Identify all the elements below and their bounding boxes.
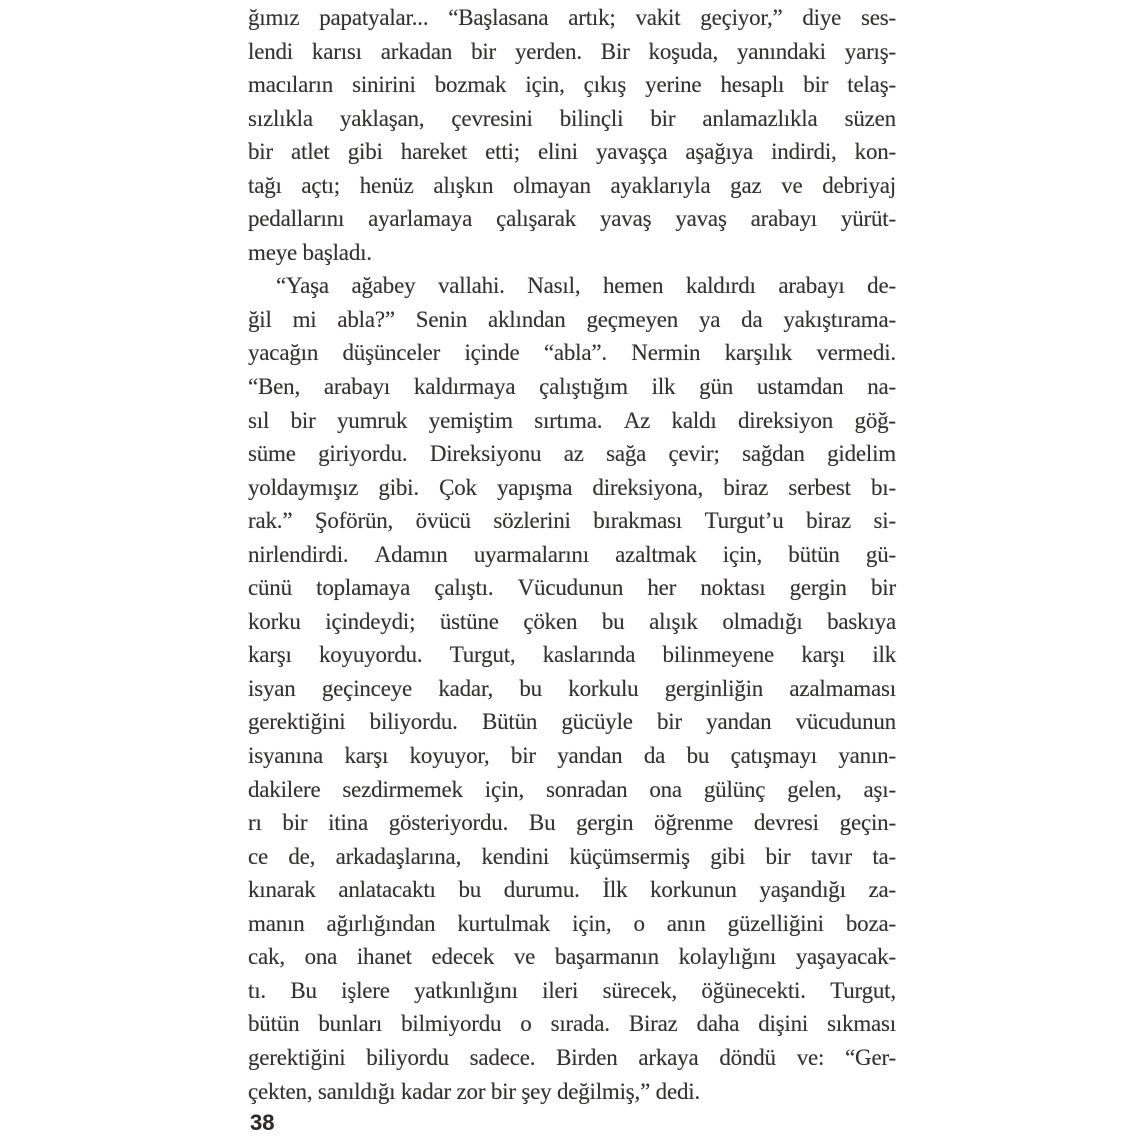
text-line: cünü toplamaya çalıştı. Vücudunun her noktası gergin bir	[248, 575, 896, 601]
text-line: bir atlet gibi hareket etti; elini yavaşça aşağıya indirdi, kon-	[248, 139, 896, 165]
text-line: çekten, sanıldığı kadar zor bir şey değilmiş,” dedi.	[248, 1078, 701, 1104]
text-line: rı bir itina gösteriyordu. Bu gergin öğrenme devresi geçin-	[248, 810, 896, 836]
text-line: ğil mi abla?” Senin aklından geçmeyen ya da yakıştırama-	[248, 306, 896, 332]
page-number: 38	[250, 1110, 275, 1135]
text-line: “Yaşa ağabey vallahi. Nasıl, hemen kaldırdı arabayı de-	[276, 273, 896, 299]
text-line: yacağın düşünceler içinde “abla”. Nermin karşılık vermedi.	[248, 340, 896, 366]
text-line: manın ağırlığından kurtulmak için, o anın güzelliğini boza-	[248, 910, 896, 936]
text-line: tı. Bu işlere yatkınlığını ileri sürecek, öğünecekti. Turgut,	[248, 977, 896, 1003]
text-line: gerektiğini biliyordu sadece. Birden arkaya döndü ve: “Ger-	[248, 1044, 896, 1070]
text-line: korku içindeydi; üstüne çöken bu alışık olmadığı baskıya	[248, 608, 896, 634]
text-line: yoldaymışız gibi. Çok yapışma direksiyona, biraz serbest bı-	[248, 474, 896, 500]
text-line: ce de, arkadaşlarına, kendini küçümsermiş gibi bir tavır ta-	[248, 843, 896, 869]
text-line: sıl bir yumruk yemiştim sırtıma. Az kaldı direksiyon göğ-	[248, 407, 896, 433]
text-line: “Ben, arabayı kaldırmaya çalıştığım ilk gün ustamdan na-	[248, 374, 896, 400]
text-line: cak, ona ihanet edecek ve başarmanın kolaylığını yaşayacak-	[248, 944, 896, 970]
text-line: süme giriyordu. Direksiyonu az sağa çevir; sağdan gidelim	[248, 441, 896, 467]
text-line: gerektiğini biliyordu. Bütün gücüyle bir yandan vücudunun	[248, 709, 896, 735]
text-line: sızlıkla yaklaşan, çevresini bilinçli bir anlamazlıkla süzen	[248, 105, 896, 131]
text-line: tağı açtı; henüz alışkın olmayan ayaklarıyla gaz ve debriyaj	[248, 172, 896, 198]
text-line: dakilere sezdirmemek için, sonradan ona gülünç gelen, aşı-	[248, 776, 896, 802]
text-line: nirlendirdi. Adamın uyarmalarını azaltmak için, bütün gü-	[248, 541, 896, 567]
text-line: isyan geçinceye kadar, bu korkulu gerginliğin azalmaması	[248, 675, 896, 701]
text-line: meye başladı.	[248, 239, 372, 265]
text-line: pedallarını ayarlamaya çalışarak yavaş yavaş arabayı yürüt-	[248, 206, 896, 232]
text-line: bütün bunları bilmiyordu o sırada. Biraz daha dişini sıkması	[248, 1011, 896, 1037]
page-text	[248, 1, 896, 1108]
text-line: ğımız papatyalar... “Başlasana artık; vakit geçiyor,” diye ses-	[248, 5, 896, 30]
text-line: karşı koyuyordu. Turgut, kaslarında bilinmeyene karşı ilk	[248, 642, 896, 668]
text-line: macıların sinirini bozmak için, çıkış yerine hesaplı bir telaş-	[248, 72, 896, 98]
text-line: rak.” Şoförün, övücü sözlerini bırakması Turgut’u biraz si-	[248, 508, 896, 534]
text-line: lendi karısı arkadan bir yerden. Bir koşuda, yanındaki yarış-	[248, 38, 896, 64]
text-line: isyanına karşı koyuyor, bir yandan da bu çatışmayı yanın-	[248, 743, 896, 769]
text-line: kınarak anlatacaktı bu durumu. İlk korkunun yaşandığı za-	[248, 877, 896, 903]
